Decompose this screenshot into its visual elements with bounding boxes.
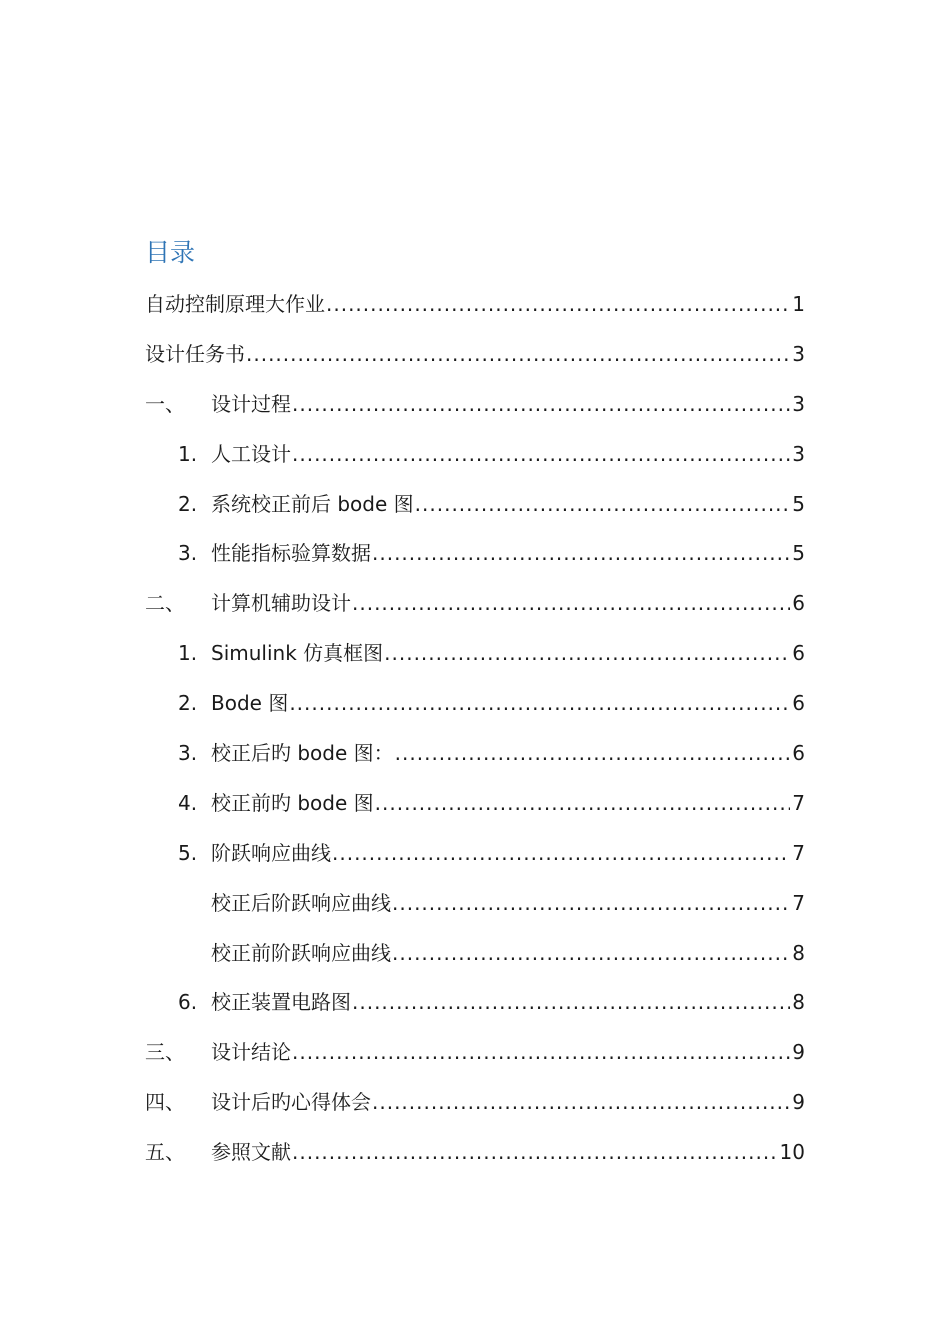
toc-entry-label: 设计后旳心得体会 — [211, 1090, 371, 1115]
toc-entry-page: 6 — [792, 591, 805, 616]
toc-entry-label: 设计过程 — [211, 391, 291, 416]
toc-entry[interactable] — [145, 636, 805, 686]
toc-leader-dots — [352, 586, 790, 620]
toc-entry-number: 四、 — [145, 1090, 185, 1115]
toc-entry[interactable] — [145, 487, 805, 537]
toc-entry-number: 3. — [178, 741, 198, 766]
toc-entry-label: 系统校正前后 bode 图 — [211, 491, 414, 516]
toc-entry-page: 9 — [792, 1040, 805, 1065]
toc-entry-page: 5 — [792, 491, 805, 516]
toc-entry-page: 6 — [792, 641, 805, 666]
toc-leader-dots — [392, 886, 790, 920]
toc-entry-label: 校正后阶跃响应曲线 — [211, 890, 391, 915]
toc-leader-dots — [415, 487, 791, 521]
toc-entry-label: 校正前阶跃响应曲线 — [211, 940, 391, 965]
toc-entry[interactable] — [145, 736, 805, 786]
toc-entry[interactable] — [145, 686, 805, 736]
toc-entry-page: 3 — [792, 441, 805, 466]
toc-entry-label: 计算机辅助设计 — [211, 591, 351, 616]
toc-entry-number: 5. — [178, 840, 198, 865]
toc-entry[interactable] — [145, 1035, 805, 1085]
toc-entry-label: 校正前旳 bode 图 — [211, 790, 374, 815]
toc-entry-page: 1 — [792, 292, 805, 316]
toc-entry-page: 3 — [792, 391, 805, 416]
toc-entry[interactable] — [145, 437, 805, 487]
toc-entry-label: 设计结论 — [211, 1040, 291, 1065]
toc-entry[interactable] — [145, 337, 805, 387]
toc-leader-dots — [372, 536, 790, 570]
toc-entry-number: 1. — [178, 641, 198, 666]
toc-entry[interactable] — [145, 786, 805, 836]
toc-entry-label: 阶跃响应曲线 — [211, 840, 331, 865]
toc-entry-number: 3. — [178, 541, 198, 566]
toc-entry[interactable] — [145, 1135, 805, 1185]
toc-title: 目录 — [145, 238, 196, 267]
toc-leader-dots — [292, 437, 790, 471]
toc-entry-label: 性能指标验算数据 — [211, 541, 371, 566]
toc-entry-page: 9 — [792, 1090, 805, 1115]
toc-entry-number: 1. — [178, 441, 198, 466]
toc-leader-dots — [384, 636, 790, 670]
toc-leader-dots — [372, 1085, 790, 1119]
toc-entry-label: 人工设计 — [211, 441, 291, 466]
toc-entry-number: 4. — [178, 790, 198, 815]
toc-leader-dots — [392, 936, 790, 970]
toc-entry-number: 五、 — [145, 1140, 185, 1165]
toc-entry-number: 2. — [178, 491, 198, 516]
toc-entry-number: 2. — [178, 691, 198, 716]
toc-leader-dots — [375, 786, 791, 820]
toc-entry[interactable] — [145, 536, 805, 586]
toc-leader-dots — [292, 387, 790, 421]
toc-entry-page: 5 — [792, 541, 805, 566]
toc-leader-dots — [332, 836, 790, 870]
toc-entry-label: 参照文献 — [211, 1140, 291, 1165]
toc-entry[interactable] — [145, 836, 805, 886]
toc-leader-dots — [352, 985, 790, 1019]
toc-leader-dots — [395, 736, 791, 770]
toc-leader-dots — [292, 1135, 778, 1169]
toc-entry[interactable] — [145, 1085, 805, 1135]
toc-entry-label: Bode 图 — [211, 691, 289, 716]
toc-entry-page: 7 — [792, 790, 805, 815]
toc-entry-label: 校正装置电路图 — [211, 990, 351, 1015]
toc-entry[interactable] — [145, 985, 805, 1035]
toc-entry-number: 6. — [178, 990, 198, 1015]
toc-leader-dots — [289, 686, 790, 720]
toc-entry[interactable] — [145, 936, 805, 986]
toc-entry-label: Simulink 仿真框图 — [211, 641, 384, 666]
toc-entry[interactable] — [145, 586, 805, 636]
toc-entry-page: 6 — [792, 691, 805, 716]
toc-entry-page: 6 — [792, 741, 805, 766]
toc-entry[interactable] — [145, 287, 805, 337]
toc-leader-dots — [246, 337, 790, 371]
toc-entry-page: 10 — [779, 1140, 805, 1165]
toc-entry-page: 8 — [792, 940, 805, 965]
toc-leader-dots — [292, 1035, 790, 1069]
toc-entry-label: 设计任务书 — [145, 341, 245, 366]
toc-leader-dots — [326, 287, 790, 321]
toc-entry-number: 二、 — [145, 591, 185, 616]
toc-entry[interactable] — [145, 886, 805, 936]
toc-entry-number: 三、 — [145, 1040, 185, 1065]
toc-entry-page: 8 — [792, 990, 805, 1015]
toc-entry[interactable] — [145, 387, 805, 437]
toc-entry-label: 自动控制原理大作业 — [145, 292, 325, 316]
toc-list — [145, 287, 805, 1185]
toc-entry-number: 一、 — [145, 391, 185, 416]
toc-entry-label: 校正后旳 bode 图： — [211, 741, 394, 766]
toc-entry-page: 3 — [792, 341, 805, 366]
toc-entry-page: 7 — [792, 890, 805, 915]
toc-entry-page: 7 — [792, 840, 805, 865]
